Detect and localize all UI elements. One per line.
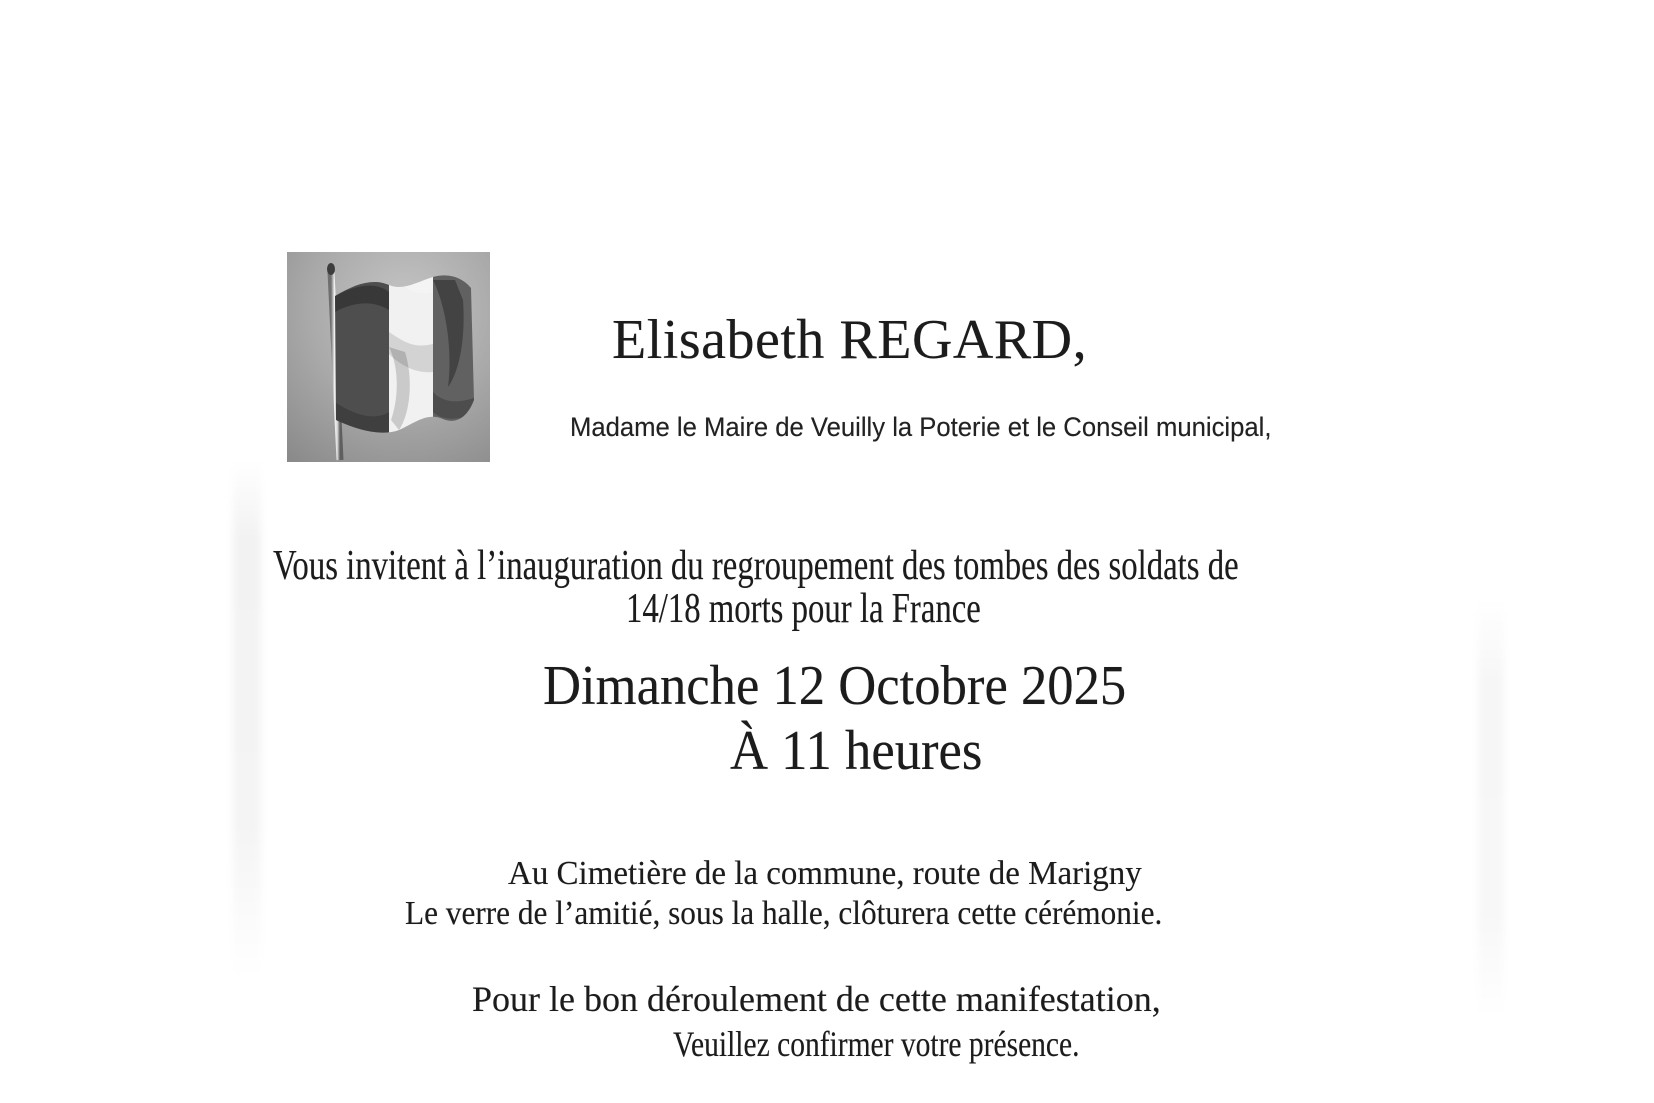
invitation-text-line-1: Vous invitent à l’inauguration du regroupement des tombes des soldats de xyxy=(273,543,1239,589)
french-flag-image xyxy=(287,252,490,462)
invitation-text-line-2: 14/18 morts pour la France xyxy=(626,586,981,632)
event-location-line-2: Le verre de l’amitié, sous la halle, clôturera cette cérémonie. xyxy=(405,895,1163,932)
closing-text-line-2: Veuillez confirmer votre présence. xyxy=(673,1024,1080,1064)
event-time: À 11 heures xyxy=(730,720,983,782)
page-title: Elisabeth REGARD, xyxy=(612,309,1088,371)
subtitle-sender: Madame le Maire de Veuilly la Poterie et le Conseil municipal, xyxy=(570,412,1272,442)
closing-text-line-1: Pour le bon déroulement de cette manifestation, xyxy=(472,979,1161,1019)
event-location-line-1: Au Cimetière de la commune, route de Marigny xyxy=(508,855,1142,892)
scan-streak-left xyxy=(233,460,261,980)
event-date: Dimanche 12 Octobre 2025 xyxy=(543,655,1127,717)
scan-streak-right xyxy=(1478,598,1504,1018)
